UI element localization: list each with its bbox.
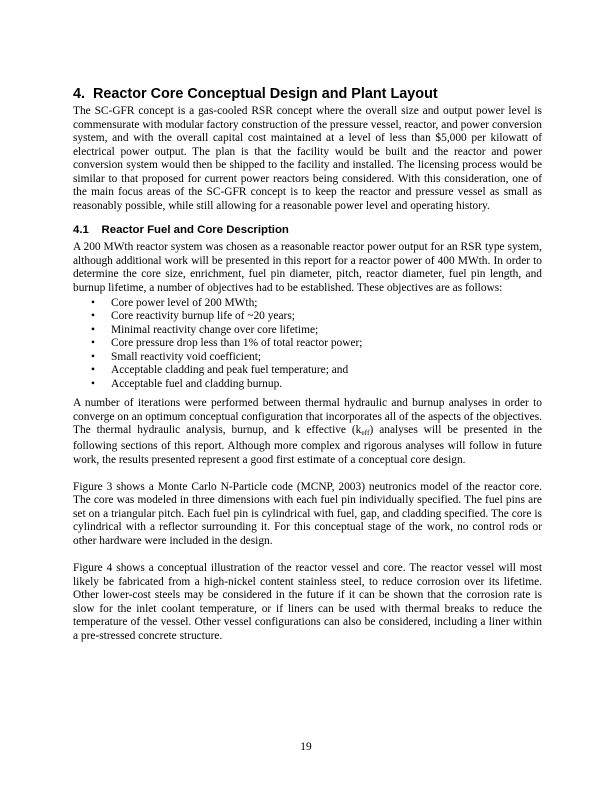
list-item-text: Small reactivity void coefficient; xyxy=(111,350,262,363)
subsection-number: 4.1 xyxy=(73,224,89,237)
section-heading xyxy=(73,86,542,103)
list-item xyxy=(73,378,542,392)
bullet-icon: • xyxy=(91,364,95,377)
objectives-list xyxy=(73,297,542,392)
page-number: 19 xyxy=(300,741,312,753)
section-title: Reactor Core Conceptual Design and Plant Layout xyxy=(93,86,438,102)
list-item-text: Acceptable cladding and peak fuel temperature; and xyxy=(111,364,349,377)
list-item-text: Core power level of 200 MWth; xyxy=(111,296,258,309)
objectives-intro-paragraph: A 200 MWth reactor system was chosen as a reasonable reactor power output for an RSR type system, although additional work will be presented in this report for a reactor power of 400 MWth. In order to determine the core size, enrichment, fuel pin diameter, pitch, reactor diameter, fuel pin length, and burnup lifetime, a number of objectives had to be established. These objectives are as follows: xyxy=(73,241,542,295)
list-item-text: Core pressure drop less than 1% of total reactor power; xyxy=(111,337,363,350)
iterations-text-end: ) analyses will be presented in the following sections of this report. Although more complex and rigorous analyses will follow in future work, the results presented represent a good first estimate of a conceptual core design. xyxy=(73,424,542,466)
list-item-text: Acceptable fuel and cladding burnup. xyxy=(111,377,283,390)
list-item xyxy=(73,310,542,324)
keff-subscript: eff xyxy=(361,428,370,438)
subsection-heading xyxy=(73,223,542,237)
list-item xyxy=(73,351,542,365)
iterations-paragraph xyxy=(73,397,542,467)
bullet-icon: • xyxy=(91,350,95,363)
subsection-title: Reactor Fuel and Core Description xyxy=(101,224,289,237)
figure-3-paragraph: Figure 3 shows a Monte Carlo N-Particle code (MCNP, 2003) neutronics model of the reactor core. The core was modeled in three dimensions with each fuel pin individually specified. The fuel pins are set on a triangular pitch. Each fuel pin is cylindrical with fuel, gap, and cladding specified. The core is cylindrical with a reflector surrounding it. For this conceptual stage of the work, no control rods or other hardware were included in the design. xyxy=(73,480,542,547)
section-intro-paragraph: The SC-GFR concept is a gas-cooled RSR concept where the overall size and output power level is commensurate with modular factory construction of the pressure vessel, reactor, and power conversion system, and with the overall capital cost maintained at a level of less than $5,000 per kilowatt of electrical power output. The plan is that the facility would be built and the reactor and power conversion system would then be shipped to the facility and installed. The licensing process would be similar to that proposed for current power reactors being considered. With this consideration, one of the main focus areas of the SC-GFR concept is to keep the reactor and pressure vessel as small as reasonably possible, while still allowing for a reasonable power level and operating history. xyxy=(73,105,542,212)
list-item xyxy=(73,324,542,338)
bullet-icon: • xyxy=(91,323,95,336)
iterations-text-start: A number of iterations were performed between thermal hydraulic and burnup analyses in order to converge on an optimum conceptual configuration that incorporates all of the aspects of the objectives. The thermal hydraulic analysis, burnup, and k effective (k xyxy=(73,397,542,437)
section-number: 4. xyxy=(73,86,86,102)
list-item xyxy=(73,364,542,378)
bullet-icon: • xyxy=(91,296,95,309)
figure-4-paragraph: Figure 4 shows a conceptual illustration of the reactor vessel and core. The reactor vessel will most likely be fabricated from a high-nickel content stainless steel, to reduce corrosion over its lifetime. Other lower-cost steels may be considered in the future if it can be shown that the corrosion rate is slow for the inlet coolant temperature, or if liners can be used with thermal breaks to reduce the temperature of the vessel. Other vessel configurations can also be considered, including a liner within a pre-stressed concrete structure. xyxy=(73,561,542,642)
bullet-icon: • xyxy=(91,377,95,390)
list-item xyxy=(73,337,542,351)
list-item-text: Core reactivity burnup life of ~20 years; xyxy=(111,310,295,323)
page-content xyxy=(73,86,542,643)
list-item-text: Minimal reactivity change over core lifetime; xyxy=(111,323,319,336)
bullet-icon: • xyxy=(91,337,95,350)
list-item xyxy=(73,297,542,311)
bullet-icon: • xyxy=(91,310,95,323)
